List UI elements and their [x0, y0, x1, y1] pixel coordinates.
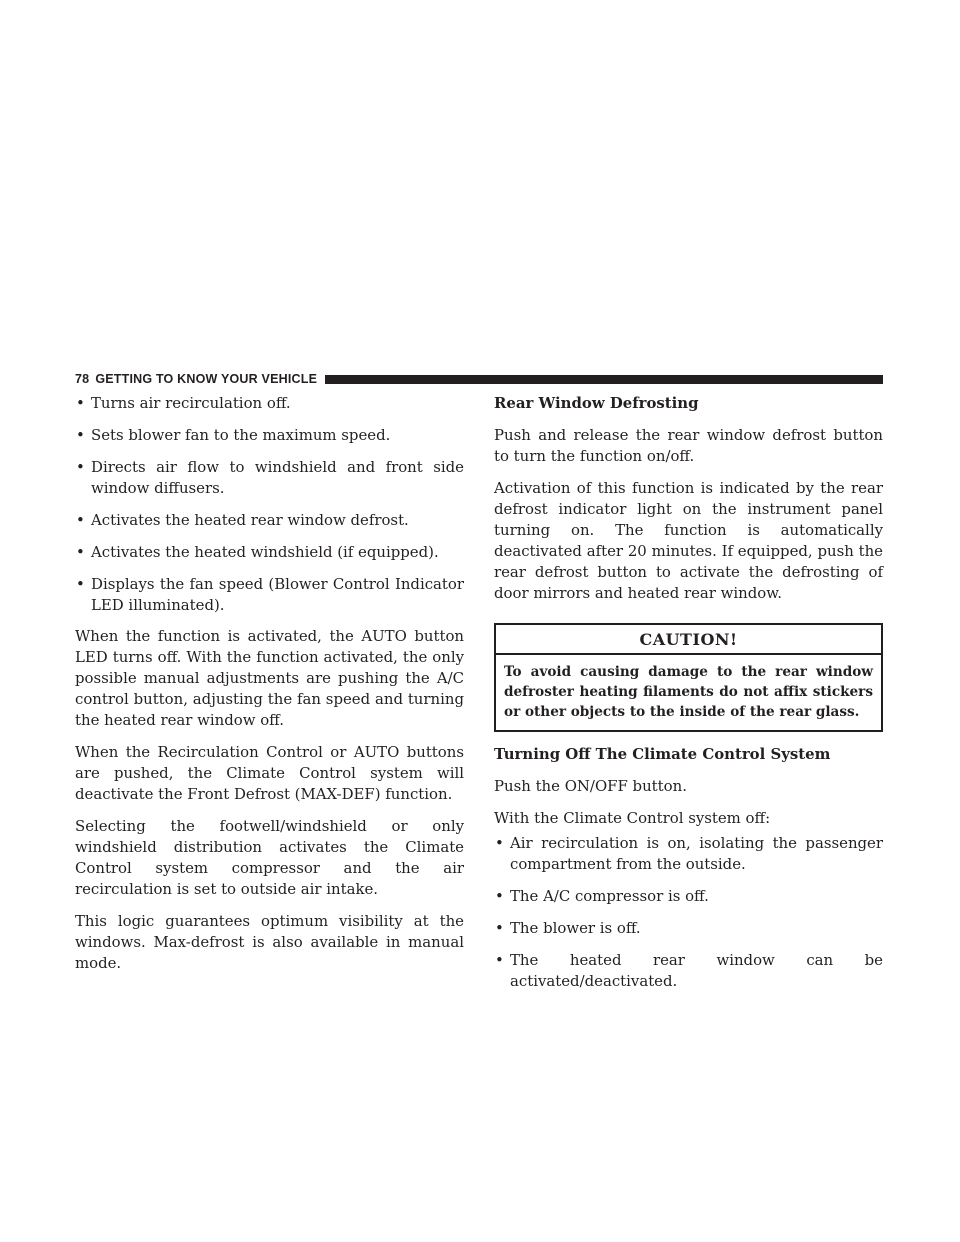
page-number: 78 [75, 372, 90, 386]
list-item: • Sets blower fan to the maximum speed. [76, 426, 391, 444]
caution-box [494, 623, 883, 732]
bullet-icon: • [76, 511, 85, 529]
body-paragraph: Activation of this function is indicated by the rear defrost indicator light on the instrument panel turning on. The function is automatically deactivated after 20 minutes. If equipped, push the rear defrost button to activate the defrosting of door mirrors and heated rear window. [494, 479, 883, 602]
list-item: • The blower is off. [495, 919, 641, 937]
rear-defrost-heading: Rear Window Defrosting [494, 394, 699, 412]
body-paragraph: This logic guarantees optimum visibility at the windows. Max-defrost is also available in manual mode. [75, 912, 464, 972]
body-paragraph: When the function is activated, the AUTO button LED turns off. With the function activated, the only possible manual adjustments are pushing the A/C control button, adjusting the fan speed and turning the heated rear window off. [75, 627, 464, 729]
list-item: • The A/C compressor is off. [495, 887, 709, 905]
body-paragraph: Selecting the footwell/windshield or only windshield distribution activates the Climate Control system compressor and the air recirculation is set to outside air intake. [75, 817, 464, 898]
body-paragraph: Push the ON/OFF button. [494, 777, 687, 795]
list-item: • Activates the heated rear window defrost. [76, 511, 409, 529]
caution-text: To avoid causing damage to the rear window defroster heating filaments do not affix stickers or other objects to the inside of the rear glass. [504, 664, 873, 720]
body-paragraph: When the Recirculation Control or AUTO buttons are pushed, the Climate Control system will deactivate the Front Defrost (MAX-DEF) function. [75, 743, 464, 803]
bullet-icon: • [76, 543, 85, 561]
caution-title: CAUTION! [496, 625, 881, 655]
bullet-icon: • [76, 426, 85, 444]
bullet-icon: • [495, 951, 504, 969]
system-off-list [494, 833, 883, 992]
header-rule [325, 375, 883, 384]
list-item: • Directs air flow to windshield and front side window diffusers. [76, 458, 464, 497]
list-item: • Turns air recirculation off. [76, 394, 291, 412]
body-paragraph: With the Climate Control system off: [494, 809, 771, 827]
body-paragraph: Push and release the rear window defrost button to turn the function on/off. [494, 426, 883, 465]
bullet-icon: • [76, 575, 85, 593]
bullet-icon: • [495, 919, 504, 937]
bullet-icon: • [495, 887, 504, 905]
page-header [75, 371, 883, 387]
right-column [494, 393, 883, 1002]
list-item: • Air recirculation is on, isolating the passenger compartment from the outside. [495, 834, 883, 873]
turn-off-heading: Turning Off The Climate Control System [494, 745, 831, 763]
list-item: • Displays the fan speed (Blower Control Indicator LED illuminated). [76, 575, 464, 614]
bullet-icon: • [76, 458, 85, 476]
bullet-icon: • [495, 834, 504, 852]
list-item: • Activates the heated windshield (if equipped). [76, 543, 439, 561]
list-item: • The heated rear window can be activated/deactivated. [495, 951, 883, 990]
left-column [75, 393, 464, 985]
section-title: GETTING TO KNOW YOUR VEHICLE [95, 372, 318, 386]
max-def-effects-list [75, 393, 464, 616]
bullet-icon: • [76, 394, 85, 412]
